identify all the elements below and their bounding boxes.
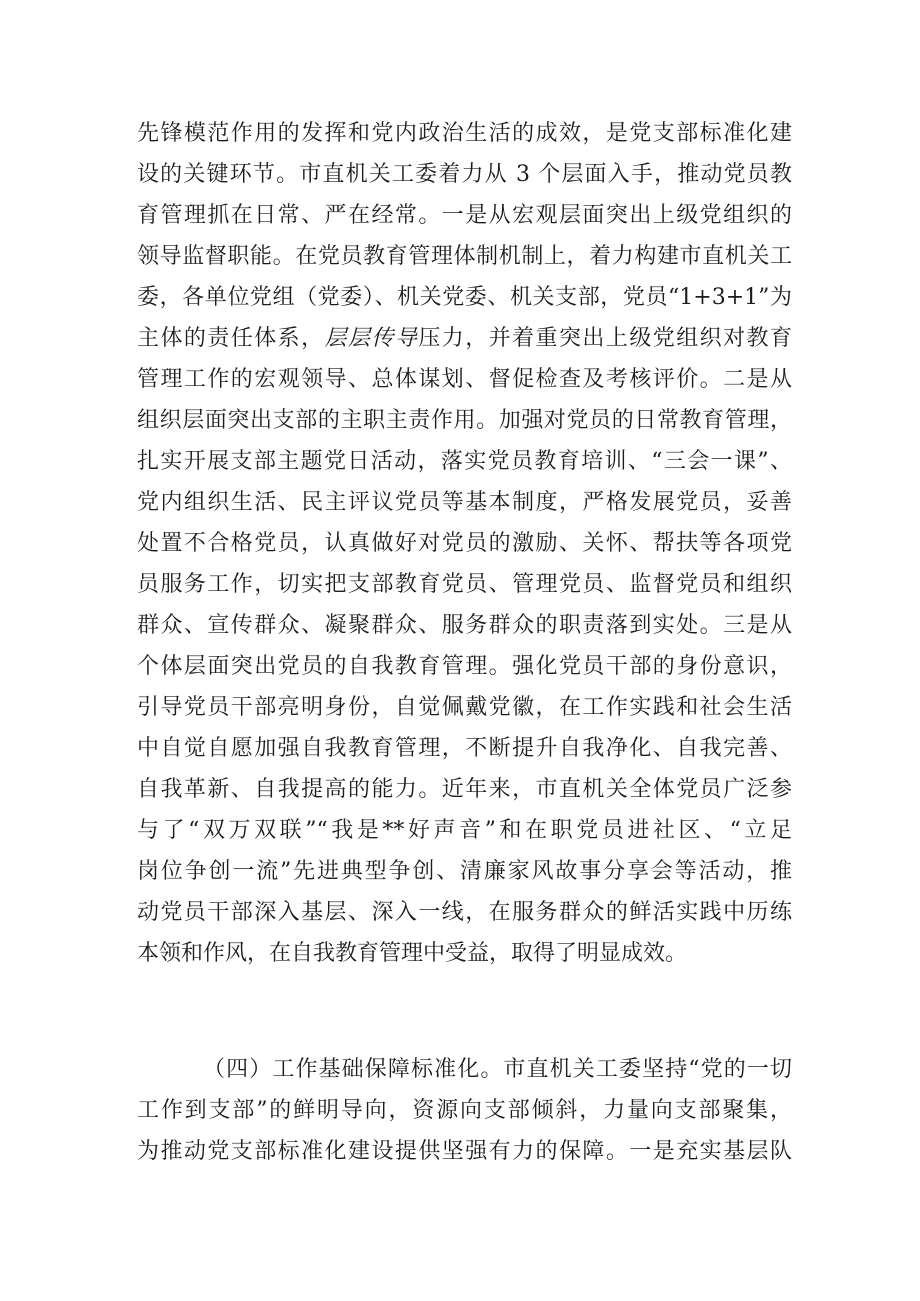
text-line: 自我革新、自我提高的能力。近年来，市直机关全体党员广泛参 [137,777,792,802]
text-line: 动党员干部深入基层、深入一线，在服务群众的鲜活实践中历练 [137,900,792,925]
text-line: 管理工作的宏观领导、总体谋划、督促检查及考核评价。二是从 [137,367,792,392]
text-line: 扎实开展支部主题党日活动，落实党员教育培训、“三会一课”、 [137,449,792,474]
text-line: 设的关键环节。市直机关工委着力从 3 个层面入手，推动党员教 [137,162,792,187]
text-line: 中自觉自愿加强自我教育管理，不断提升自我净化、自我完善、 [137,736,792,761]
text-line: 组织层面突出支部的主职主责作用。加强对党员的日常教育管理， [137,408,792,433]
paragraph-1 [137,113,792,974]
text-line: 引导党员干部亮明身份，自觉佩戴党徽，在工作实践和社会生活 [137,695,792,720]
text-line: （四）工作基础保障标准化。市直机关工委坚持“党的一切 [203,1057,792,1082]
text-line: 为推动党支部标准化建设提供坚强有力的保障。一是充实基层队 [137,1139,792,1164]
text-line: 岗位争创一流”先进典型争创、清廉家风故事分享会等活动，推 [137,859,792,884]
text-line: 处置不合格党员，认真做好对党员的激励、关怀、帮扶等各项党 [137,531,792,556]
paragraph-2 [137,1049,792,1172]
text-segment: 压力，并着重突出上级党组织对教育 [418,326,792,351]
text-line: 本领和作风，在自我教育管理中受益，取得了明显成效。 [137,941,688,966]
text-line: 群众、宣传群众、凝聚群众、服务群众的职责落到实处。三是从 [137,613,792,638]
text-line: 员服务工作，切实把支部教育党员、管理党员、监督党员和组织 [137,572,792,597]
text-segment: 主体的责任体系， [137,326,325,351]
italic-text-segment: 层层传导 [324,326,419,351]
text-line: 党内组织生活、民主评议党员等基本制度，严格发展党员，妥善 [137,490,792,515]
text-line: 育管理抓在日常、严在经常。一是从宏观层面突出上级党组织的 [137,203,792,228]
text-line: 先锋模范作用的发挥和党内政治生活的成效，是党支部标准化建 [137,121,792,146]
text-line: 领导监督职能。在党员教育管理体制机制上，着力构建市直机关工 [137,244,792,269]
text-line-mixed [137,318,792,359]
text-line: 个体层面突出党员的自我教育管理。强化党员干部的身份意识， [137,654,792,679]
text-line: 工作到支部”的鲜明导向，资源向支部倾斜，力量向支部聚集， [137,1098,792,1123]
text-line: 委，各单位党组（党委）、机关党委、机关支部，党员“1+3+1”为 [137,285,792,310]
text-line: 与了“双万双联”“我是**好声音”和在职党员进社区、“立足 [137,818,792,843]
